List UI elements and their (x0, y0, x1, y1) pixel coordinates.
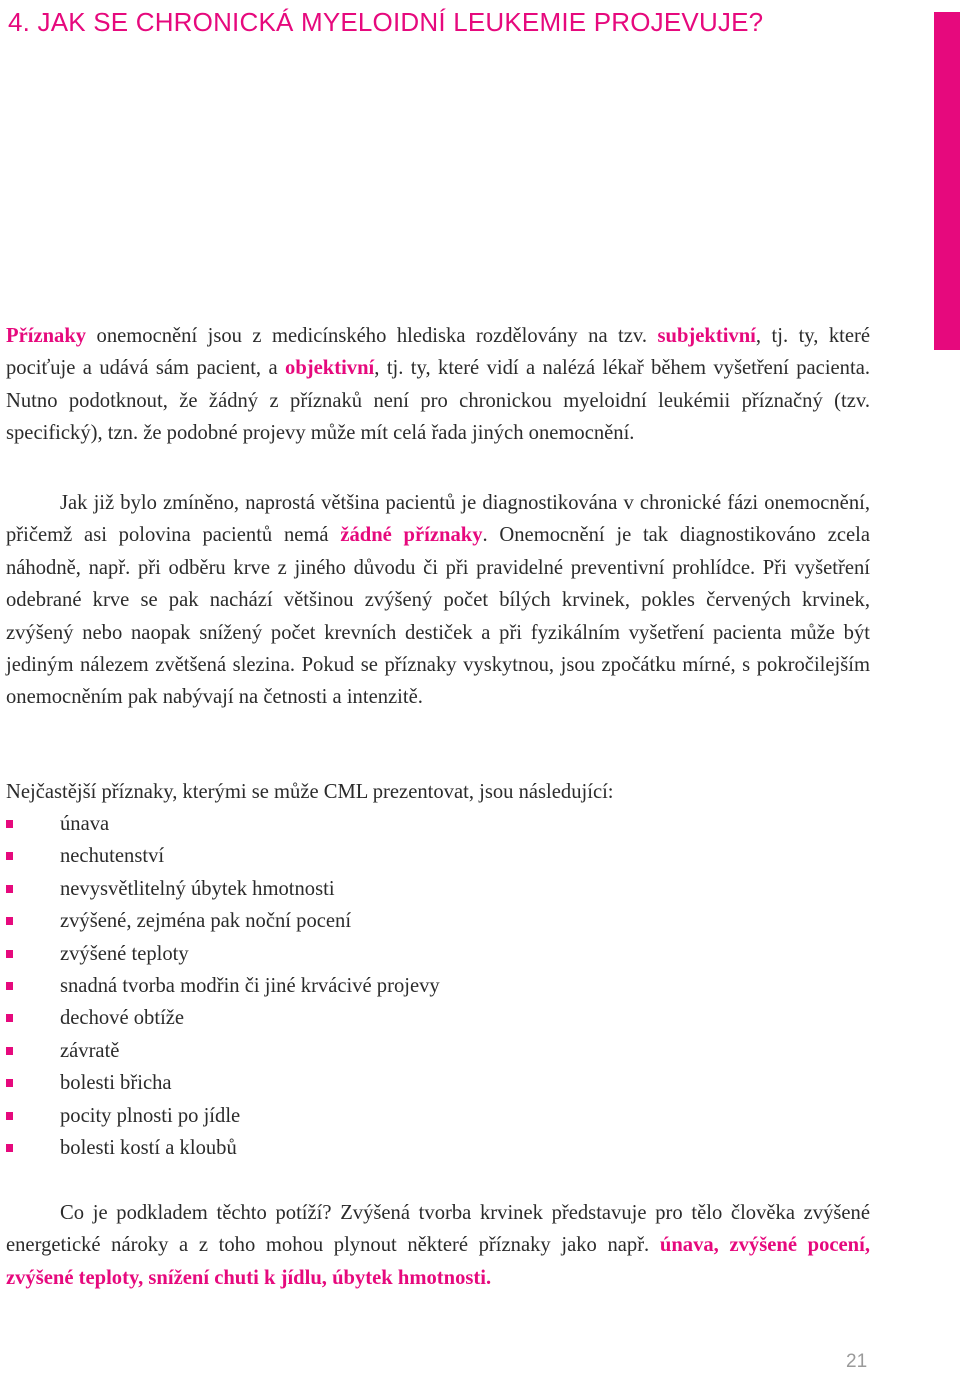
highlight-objektivni: objektivní (285, 357, 375, 380)
bullet-square-icon (6, 1047, 13, 1055)
highlight-priznaky: Příznaky (6, 325, 87, 347)
text: Co je podkladem těchto potíží? Zvýšená tvorba krvinek představuje pro tělo člověka zvýšené energetické nároky a z toho mohou plynout některé příznaky jako např. (6, 1202, 870, 1257)
bullet-square-icon (6, 1144, 13, 1152)
symptom-list-item (6, 1002, 440, 1034)
symptom-label: únava (60, 813, 110, 835)
symptom-label: závratě (60, 1039, 120, 1062)
symptom-label: bolesti kostí a kloubů (60, 1136, 237, 1159)
paragraph-cause (6, 1197, 870, 1294)
symptom-label: nevysvětlitelný úbytek hmotnosti (60, 877, 335, 900)
symptom-list-item (6, 905, 440, 937)
symptom-list-item (6, 970, 440, 1002)
text: onemocnění jsou z medicínského hlediska rozdělovány na tzv. (86, 325, 658, 347)
paragraph-symptom-types (6, 320, 870, 450)
bullet-square-icon (6, 1014, 13, 1022)
symptom-list-item (6, 1100, 440, 1132)
bullet-square-icon (6, 820, 13, 828)
bullet-square-icon (6, 1079, 13, 1087)
text: Jak již bylo zmíněno, naprostá většina pacientů je diagnostikována v chronické fázi onemocnění, přičemž asi polovina pacientů nemá (6, 492, 870, 547)
chapter-heading: 4. JAK SE CHRONICKÁ MYELOIDNÍ LEUKEMIE PROJEVUJE? (8, 7, 764, 37)
page-number: 21 (846, 1351, 868, 1372)
symptom-label: pocity plnosti po jídle (60, 1104, 241, 1127)
symptom-label: bolesti břicha (60, 1072, 172, 1095)
symptom-list-item (6, 1067, 440, 1099)
text: , tj. ty, které pociťuje a udává sám pacient, a (6, 325, 871, 380)
bullet-square-icon (6, 950, 13, 958)
highlight-symptom-summary: únava, zvýšené pocení, zvýšené teploty, snížení chuti k jídlu, úbytek hmotnosti. (6, 1234, 870, 1289)
text: , tj. ty, které vidí a nalézá lékař během vyšetření pacienta. Nutno podotknout, že žádný z příznaků není pro chronickou myeloidní leukémii příznačný (tzv. specifický), tzn. že podobné projevy může mít celá řada jiných onemocnění. (6, 357, 870, 445)
symptom-list-item (6, 1035, 440, 1067)
bullet-square-icon (6, 852, 13, 860)
symptom-list-item (6, 873, 440, 905)
symptom-label: zvýšené, zejména pak noční pocení (60, 910, 352, 933)
bullet-square-icon (6, 982, 13, 990)
symptom-label: snadná tvorba modřin či jiné krvácivé projevy (60, 974, 440, 997)
list-intro: Nejčastější příznaky, kterými se může CML prezentovat, jsou následující: (6, 781, 614, 803)
highlight-subjektivni: subjektivní (657, 325, 756, 347)
bullet-square-icon (6, 917, 13, 925)
paragraph-diagnosis (6, 487, 870, 714)
highlight-zadne-priznaky: žádné příznaky (340, 524, 483, 547)
symptom-label: zvýšené teploty (60, 942, 189, 965)
symptom-list-item (6, 840, 440, 872)
symptom-list-item (6, 808, 440, 840)
symptom-label: nechutenství (60, 845, 165, 868)
symptom-label: dechové obtíže (60, 1007, 185, 1030)
bullet-square-icon (6, 1112, 13, 1120)
symptom-list-item (6, 1132, 440, 1164)
text: . Onemocnění je tak diagnostikováno zcela náhodně, např. při odběru krve z jiného důvodu či při pravidelné preventivní prohlídce. Při vyšetření odebrané krve se pak nachází většinou zvýšený počet bílých krvinek, pokles červených krvinek, zvýšený nebo naopak snížený počet krevních destiček a při fyzikálním vyšetření pacienta může být jediným nálezem zvětšená slezina. Pokud se příznaky vyskytnou, jsou zpočátku mírné, s pokročilejším onemocněním pak nabývají na četnosti a intenzitě. (6, 524, 870, 709)
symptom-list-item (6, 938, 440, 970)
bullet-square-icon (6, 885, 13, 893)
chapter-side-marker (934, 12, 960, 350)
symptom-list (6, 808, 440, 1164)
